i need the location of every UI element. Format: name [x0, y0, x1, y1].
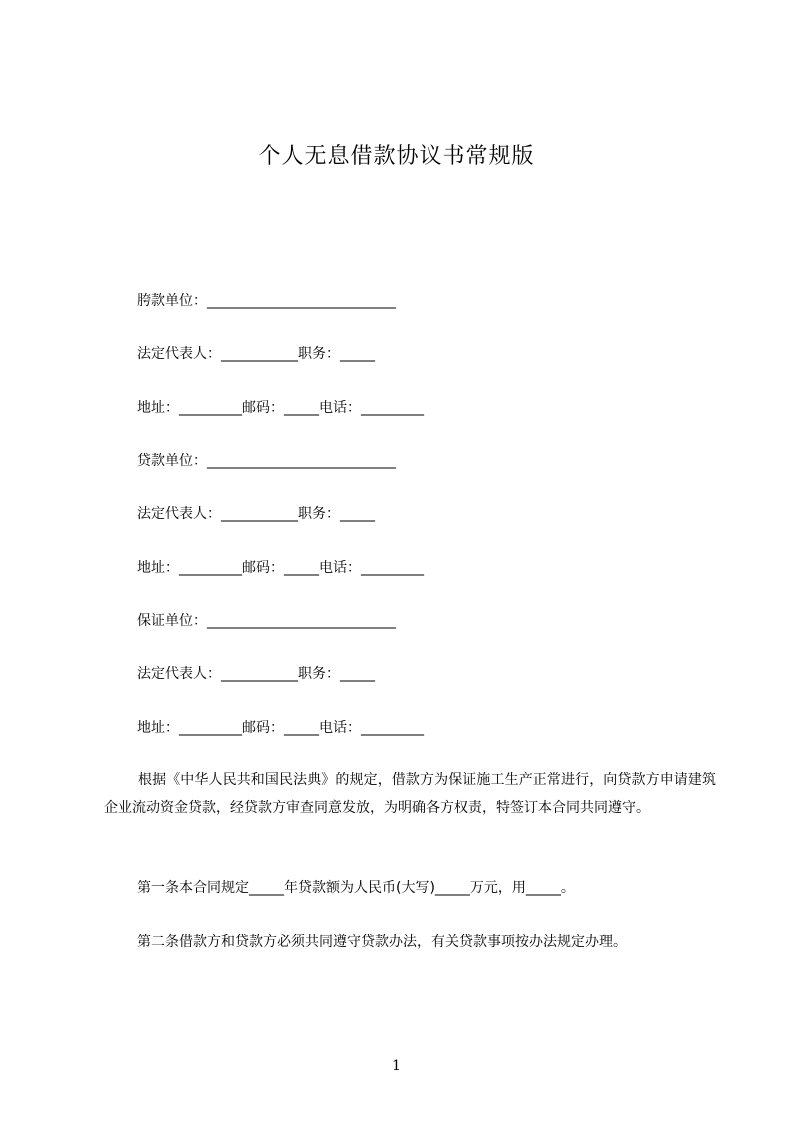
- preamble-paragraph: 根据《中华人民共和国民法典》的规定，借款方为保证施工生产正常进行，向贷款方申请建筑企业流动资金贷款，经贷款方审查同意发放，为明确各方权责，特签订本合同共同遵守。: [104, 772, 716, 816]
- lender-unit-field: 贷款单位：___________________________: [137, 453, 396, 469]
- borrower-unit-field: 胯款单位：___________________________: [137, 293, 396, 309]
- article-1: 第一条本合同规定_____年贷款额为人民币(大写)_____万元，用_____。: [137, 880, 575, 896]
- guarantor-unit-field: 保证单位：___________________________: [137, 613, 396, 629]
- document-title: 个人无息借款协议书常规版: [258, 144, 535, 169]
- borrower-representative-field: 法定代表人：___________职务：_____: [137, 346, 375, 362]
- borrower-address-field: 地址：_________邮码：_____电话：_________: [137, 400, 424, 416]
- lender-address-field: 地址：_________邮码：_____电话：_________: [137, 560, 424, 576]
- guarantor-address-field: 地址：_________邮码：_____电话：_________: [137, 720, 424, 736]
- guarantor-representative-field: 法定代表人：___________职务：_____: [137, 666, 375, 682]
- page-number: 1: [392, 1058, 401, 1074]
- article-2: 第二条借款方和贷款方必须共同遵守贷款办法，有关贷款事项按办法规定办理。: [137, 934, 627, 950]
- lender-representative-field: 法定代表人：___________职务：_____: [137, 506, 375, 522]
